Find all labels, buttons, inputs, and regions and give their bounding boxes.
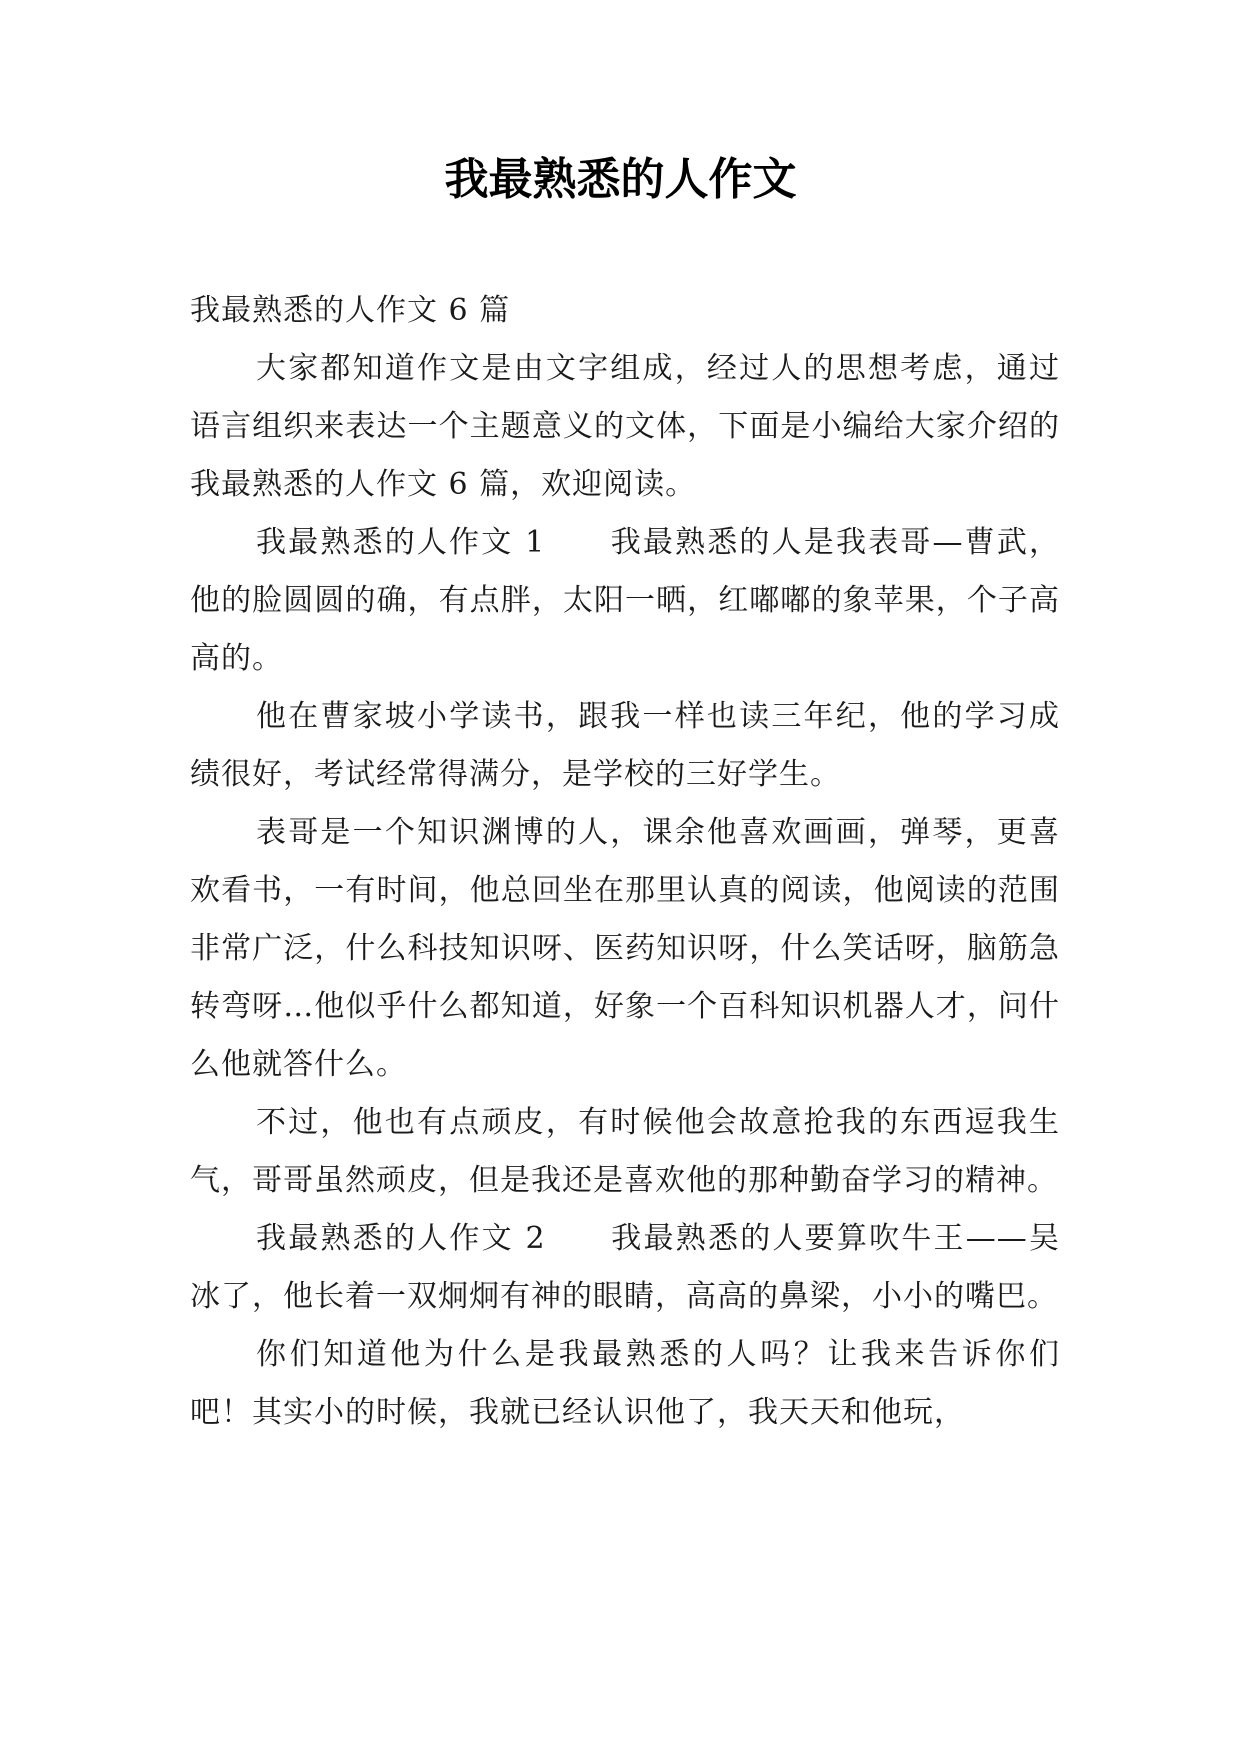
intro-paragraph: 大家都知道作文是由文字组成，经过人的思想考虑，通过语言组织来表达一个主题意义的文体，下面是小编给大家介绍的我最熟悉的人作文 6 篇，欢迎阅读。	[190, 351, 1060, 502]
essay-1-paragraph-2: 他在曹家坡小学读书，跟我一样也读三年纪，他的学习成绩很好，考试经常得满分，是学校的三好学生。	[190, 699, 1060, 792]
essay-1-paragraph-3: 表哥是一个知识渊博的人，课余他喜欢画画，弹琴，更喜欢看书，一有时间，他总回坐在那里认真的阅读，他阅读的范围非常广泛，什么科技知识呀、医药知识呀，什么笑话呀，脑筋急转弯呀…他似乎什么都知道，好象一个百科知识机器人才，问什么他就答什么。	[190, 815, 1060, 1082]
document-body	[190, 282, 1060, 1442]
essay-2-paragraph-2: 你们知道他为什么是我最熟悉的人吗？让我来告诉你们吧！其实小的时候，我就已经认识他了，我天天和他玩，	[190, 1337, 1060, 1430]
subtitle-paragraph: 我最熟悉的人作文 6 篇	[190, 293, 511, 328]
document-title: 我最熟悉的人作文	[444, 154, 797, 205]
essay-1-paragraph-1: 我最熟悉的人作文 1 我最熟悉的人是我表哥—曹武，他的脸圆圆的确，有点胖，太阳一晒，红嘟嘟的象苹果，个子高高的。	[190, 525, 1060, 676]
essay-1-paragraph-4: 不过，他也有点顽皮，有时候他会故意抢我的东西逗我生气，哥哥虽然顽皮，但是我还是喜欢他的那种勤奋学习的精神。	[190, 1105, 1060, 1198]
essay-2-paragraph-1: 我最熟悉的人作文 2 我最熟悉的人要算吹牛王——吴冰了，他长着一双炯炯有神的眼睛，高高的鼻梁，小小的嘴巴。	[190, 1221, 1060, 1314]
